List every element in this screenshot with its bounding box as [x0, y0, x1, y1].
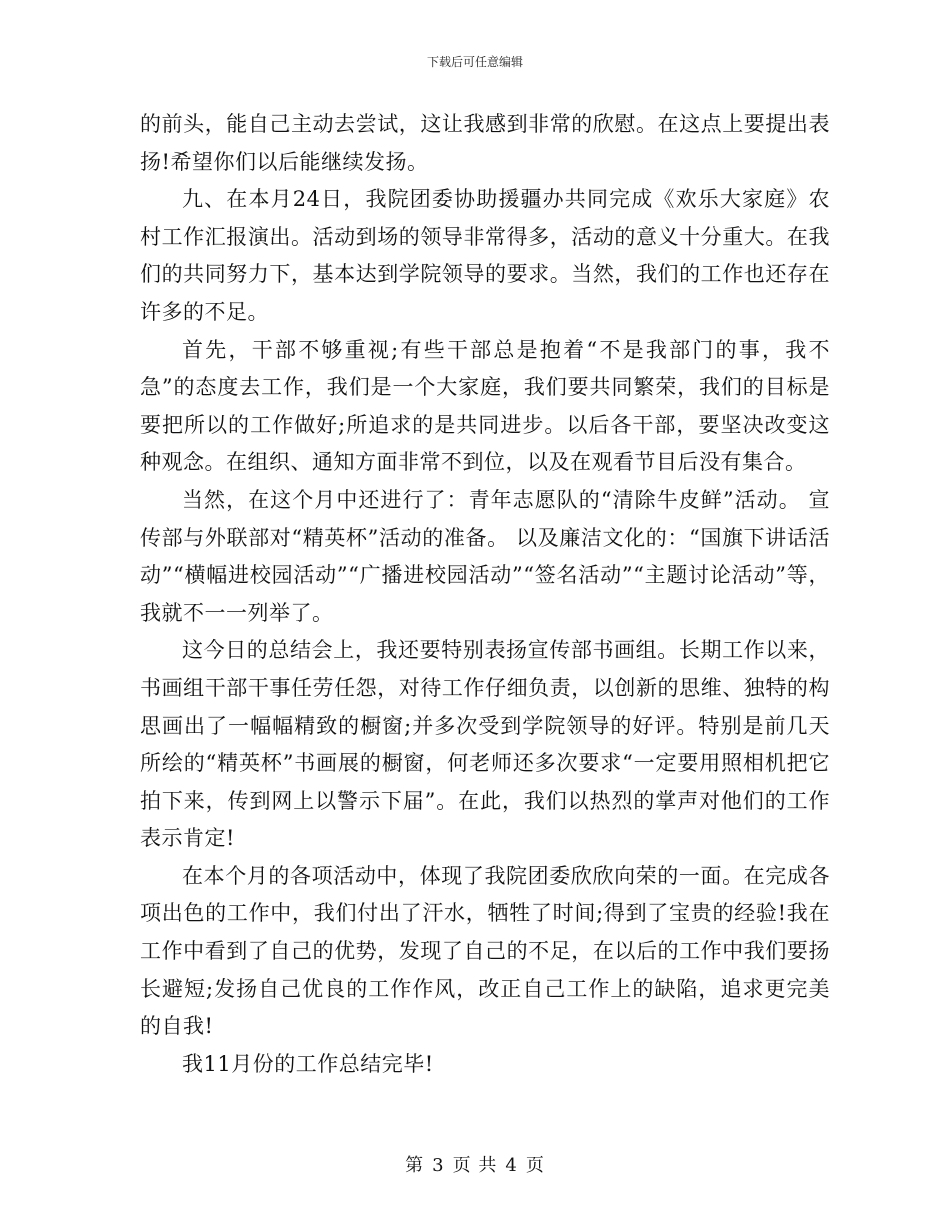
paragraph: 的前头，能自己主动去尝试，这让我感到非常的欣慰。在这点上要提出表扬!希望你们以后能继续发扬。 [140, 112, 830, 174]
paragraph: 九、在本月24日，我院团委协助援疆办共同完成《欢乐大家庭》农村工作汇报演出。活动到场的领导非常得多，活动的意义十分重大。在我们的共同努力下，基本达到学院领导的要求。当然，我们的工作也还存在许多的不足。 [140, 187, 830, 324]
paragraph: 我11月份的工作总结完毕! [182, 1051, 434, 1076]
footer-mid: 页 共 [452, 1155, 498, 1176]
page-header: 下载后可任意编辑 [426, 55, 523, 69]
paragraph: 首先，干部不够重视;有些干部总是抱着“不是我部门的事，我不急”的态度去工作，我们是一个大家庭，我们要共同繁荣，我们的目标是要把所以的工作做好;所追求的是共同进步。以后各干部，要坚决改变这种观念。在组织、通知方面非常不到位，以及在观看节目后没有集合。 [140, 337, 830, 475]
paragraph: 在本个月的各项活动中，体现了我院团委欣欣向荣的一面。在完成各项出色的工作中，我们付出了汗水，牺牲了时间;得到了宝贵的经验!我在工作中看到了自己的优势，发现了自己的不足，在以后的工作中我们要扬长避短;发扬自己优良的工作作风，改正自己工作上的缺陷，追求更完美的自我! [140, 863, 830, 1039]
footer-page-number: 3 [432, 1155, 445, 1176]
page-footer [0, 1155, 950, 1177]
footer-suffix: 页 [525, 1155, 545, 1176]
paragraph: 当然，在这个月中还进行了：青年志愿队的“清除牛皮鲜”活动。 宣传部与外联部对“精英杯”活动的准备。 以及廉洁文化的：“国旗下讲话活动”“横幅进校园活动”“广播进校园活动”“签名活动”“主题讨论活动”等，我就不一一列举了。 [140, 487, 830, 625]
document-body [140, 106, 830, 1083]
footer-total-pages: 4 [505, 1155, 518, 1176]
footer-prefix: 第 [405, 1155, 425, 1176]
paragraph: 这今日的总结会上，我还要特别表扬宣传部书画组。长期工作以来，书画组干部干事任劳任怨，对待工作仔细负责，以创新的思维、独特的构思画出了一幅幅精致的橱窗;并多次受到学院领导的好评。特别是前几天所绘的“精英杯”书画展的橱窗，何老师还多次要求“一定要用照相机把它拍下来，传到网上以警示下届”。在此，我们以热烈的掌声对他们的工作表示肯定! [140, 638, 830, 851]
